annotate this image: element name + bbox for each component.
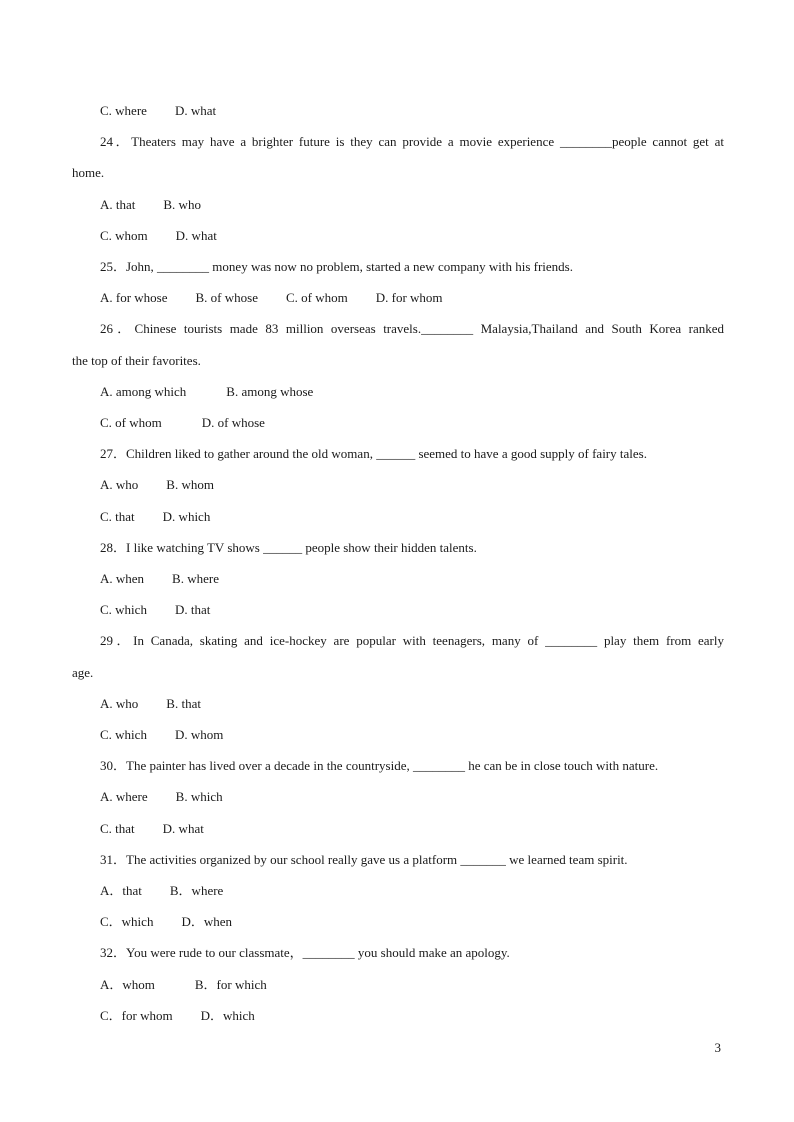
answer-options [100,509,210,525]
answer-options [100,415,265,431]
answer-options [100,384,313,400]
question-continuation: home. [72,165,105,181]
answer-option: C. that [100,508,135,524]
answer-option: A. who [100,477,139,493]
answer-option: D. what [174,103,217,118]
question-text: 26．Chinese tourists made 83 million overseas travels.________ Malaysia,Thailand and South Korea ranked [100,321,724,337]
answer-option: C. which [100,602,147,618]
answer-options [100,602,210,618]
question-text: 32．You were rude to our classmate，________ you should make an apology. [100,945,510,961]
answer-option: C. that [100,820,135,836]
question-text: 31．The activities organized by our school really gave us a platform _______ we learned team spirit. [100,851,628,867]
question-text: 27．Children liked to gather around the old woman, ______ seemed to have a good supply of fairy tales. [100,446,647,462]
answer-option: A. when [100,571,145,586]
answer-option: A. who [100,695,139,711]
answer-options [100,696,201,712]
answer-options [100,290,443,306]
answer-options [100,571,219,587]
question-text: 28．I like watching TV shows ______ people show their hidden talents. [100,539,477,555]
answer-option: C. of whom [285,290,348,306]
answer-option: B. where [172,571,219,586]
answer-option: A．whom [100,976,155,992]
answer-options [100,789,223,805]
answer-option: D. of whose [201,415,265,430]
question-continuation: age. [72,664,94,680]
answer-options [100,103,216,119]
answer-option: A. that [100,196,136,212]
answer-options [100,197,201,213]
answer-options [100,727,223,743]
question-text: 30．The painter has lived over a decade in the countryside, ________ he can be in close touch with nature. [100,758,659,774]
answer-option: D．which [200,1007,255,1023]
answer-option: B. that [166,695,201,711]
answer-options [100,883,223,899]
answer-option: D. which [162,508,211,524]
answer-options [100,477,214,493]
answer-option: C. which [100,727,147,742]
answer-option: C. of whom [100,415,162,430]
question-text: 24．Theaters may have a brighter future is they can provide a movie experience ________people cannot get at [100,134,724,150]
answer-option: A．that [100,883,142,898]
answer-option: C. where [100,103,147,118]
answer-option: A. for whose [100,290,168,306]
question-text: 25．John, ________ money was now no problem, started a new company with his friends. [100,259,573,274]
answer-option: D. that [174,602,211,618]
question-continuation: the top of their favorites. [72,352,201,368]
answer-option: B．where [169,883,224,898]
answer-option: B. who [163,196,201,212]
answer-option: B. which [175,789,223,805]
answer-options [100,1008,255,1024]
answer-option: D. whom [174,727,224,742]
answer-option: D. for whom [375,290,443,306]
answer-options [100,977,267,993]
page-number: 3 [714,1040,721,1055]
question-text: 29．In Canada, skating and ice-hockey are popular with teenagers, many of ________ play them from early [100,633,724,649]
answer-option: B．for which [194,976,267,992]
answer-option: B. of whose [195,290,258,306]
answer-option: C．for whom [100,1007,173,1023]
answer-option: B. whom [166,477,214,493]
answer-options [100,914,232,930]
answer-option: C. whom [100,227,148,243]
answer-options [100,228,217,244]
answer-option: A. where [100,789,148,805]
answer-option: A. among which [100,383,187,399]
answer-options [100,821,204,837]
answer-option: D. what [175,227,217,243]
answer-option: D．when [181,914,232,930]
answer-option: B. among whose [226,383,314,399]
answer-option: D. what [162,820,204,836]
answer-option: C．which [100,914,154,930]
